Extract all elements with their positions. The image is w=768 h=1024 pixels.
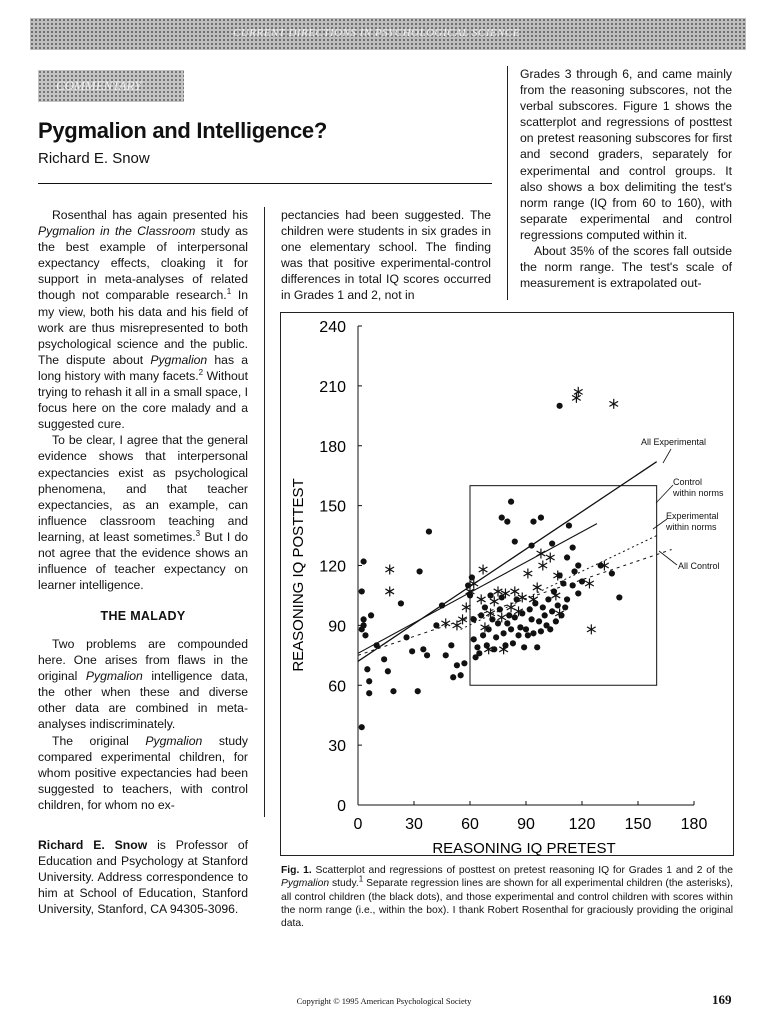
experimental-point xyxy=(574,387,583,397)
control-point xyxy=(385,668,391,674)
y-tick-label: 30 xyxy=(328,738,346,756)
control-point xyxy=(609,570,615,576)
control-point xyxy=(476,650,482,656)
leader-all-experimental xyxy=(663,449,671,463)
control-point xyxy=(570,544,576,550)
control-point xyxy=(491,646,497,652)
control-point xyxy=(542,612,548,618)
control-point xyxy=(506,612,512,618)
author-bio: Richard E. Snow is Professor of Education and Psychology at Stanford University. Address correspondence to him at School of Education, Stanford University, Stanford, CA 94305-3096. xyxy=(38,838,248,917)
x-tick-label: 150 xyxy=(624,816,652,833)
y-tick-label: 240 xyxy=(319,319,346,336)
paragraph: pectancies had been suggested. The children were students in six grades in one elementary school. The finding was that positive experimental-control differences in total IQ scores occurred in Grades 1 and 2, not in xyxy=(281,208,491,303)
control-point xyxy=(566,522,572,528)
regression-all-experimental xyxy=(358,462,657,662)
experimental-point xyxy=(385,564,394,574)
y-tick-label: 120 xyxy=(319,558,346,576)
leader-experimental-within-norms xyxy=(653,519,667,529)
control-point xyxy=(538,628,544,634)
page-number: 169 xyxy=(712,992,732,1007)
control-point xyxy=(368,612,374,618)
control-point xyxy=(515,632,521,638)
column-divider-right xyxy=(507,66,508,300)
paragraph: About 35% of the scores fall outside the norm range. The test's scale of measurement is extrapolated out- xyxy=(520,244,732,291)
experimental-point xyxy=(453,620,462,630)
author-bio-name: Richard E. Snow xyxy=(38,838,148,852)
control-point xyxy=(512,614,518,620)
control-point xyxy=(487,592,493,598)
paragraph: The original Pygmalion study compared experimental children, for whom positive expectancies had been suggested to teachers, with control children, for whom no ex- xyxy=(38,733,248,812)
experimental-point xyxy=(507,602,516,612)
control-point xyxy=(362,632,368,638)
x-tick-label: 60 xyxy=(461,816,479,833)
control-point xyxy=(570,582,576,588)
annotation-experimental-within-norms: Experimental within norms xyxy=(666,511,719,532)
x-tick-label: 0 xyxy=(353,816,363,833)
control-point xyxy=(443,652,449,658)
control-point xyxy=(433,622,439,628)
control-point xyxy=(361,622,367,628)
control-point xyxy=(579,578,585,584)
control-point xyxy=(364,666,370,672)
control-point xyxy=(521,644,527,650)
control-point xyxy=(398,600,404,606)
article-title: Pygmalion and Intelligence? xyxy=(38,118,327,143)
article-author: Richard E. Snow xyxy=(38,150,150,167)
control-point xyxy=(493,634,499,640)
leader-control-within-norms xyxy=(656,485,673,503)
column-1-text xyxy=(38,207,248,593)
control-point xyxy=(359,724,365,730)
y-axis-label: REASONING IQ POSTTEST xyxy=(290,478,307,672)
title-rule xyxy=(38,183,492,184)
control-point xyxy=(616,594,622,600)
control-point xyxy=(562,604,568,610)
paragraph: Two problems are compounded here. One arises from flaws in the original Pygmalion intelligence data, the other when these and diverse other data are combined in meta-analyses indiscriminately. xyxy=(38,637,249,732)
control-point xyxy=(448,642,454,648)
control-point xyxy=(560,580,566,586)
y-tick-label: 60 xyxy=(328,678,346,696)
control-point xyxy=(390,688,396,694)
experimental-point xyxy=(441,618,450,628)
control-point xyxy=(527,606,533,612)
control-point xyxy=(536,618,542,624)
control-point xyxy=(510,640,516,646)
journal-banner xyxy=(30,18,746,50)
copyright-footer: Copyright © 1995 American Psychological Society xyxy=(296,996,472,1006)
experimental-point xyxy=(477,594,486,604)
x-tick-label: 180 xyxy=(680,816,708,833)
control-point xyxy=(450,674,456,680)
section-tag-text: COMMENTARY xyxy=(56,78,142,93)
paragraph: To be clear, I agree that the general evidence shows that interpersonal expectancies exist as psychological phenomena, and that teacher expectancies, as an example, can influence classroom teaching and learning, at least sometimes.$^3$ But I do not agree that the evidence shows an influence of teacher expectancy on learner intelligence. xyxy=(38,433,248,593)
control-point xyxy=(512,538,518,544)
control-point xyxy=(415,688,421,694)
control-point xyxy=(454,662,460,668)
control-point xyxy=(549,540,555,546)
y-tick-label: 0 xyxy=(337,798,346,815)
control-point xyxy=(426,528,432,534)
control-point xyxy=(471,636,477,642)
control-point xyxy=(553,618,559,624)
experimental-point xyxy=(546,553,555,563)
paragraph: Rosenthal has again presented his Pygmalion in the Classroom study as the best example of interpersonal expectancy effects, cloaking it for support in meta-analyses of related though not comparable research.$^1$ In my view, both his data and his field of work are thus misrepresented to both psychological science and the public. The dispute about Pygmalion has a long history with many facets.$^2$ Without trying to rehash it all in a small space, I focus here on the core malady and a suggested cure. xyxy=(38,208,248,432)
y-tick-label: 180 xyxy=(319,438,346,456)
control-point xyxy=(508,626,514,632)
figure-caption: Fig. 1. Scatterplot and regressions of posttest on pretest reasoning IQ for Grades 1 and 2 of the Pygmalion study.$^1$ Separate regression lines are shown for all experimental children (the asterisks), all control children (the black dots), and those experimental and control children with scores within the norm range (i.e., within the box). I thank Robert Rosenthal for graciously providing the original data. xyxy=(281,865,734,930)
control-point xyxy=(471,616,477,622)
control-point xyxy=(557,572,563,578)
control-point xyxy=(529,616,535,622)
control-point xyxy=(461,660,467,666)
control-point xyxy=(502,642,508,648)
control-point xyxy=(499,515,505,521)
control-point xyxy=(598,562,604,568)
control-point xyxy=(530,518,536,524)
experimental-point xyxy=(479,564,488,574)
control-point xyxy=(575,562,581,568)
control-point xyxy=(484,642,490,648)
leader-all-control xyxy=(659,551,677,565)
x-axis-label: REASONING IQ PRETEST xyxy=(432,840,616,857)
paragraph: Grades 3 through 6, and came mainly from the reasoning subscores, not the verbal subscores. Figure 1 shows the scatterplot and regressions of posttest on pretest reasoning subscores for first and second graders, separately for experimental and control groups. It also shows a box delimiting the test's norm range (IQ from 60 to 160), with separate experimental and control regressions computed within it. xyxy=(520,67,732,242)
experimental-point xyxy=(510,586,519,596)
control-point xyxy=(361,558,367,564)
control-point xyxy=(361,616,367,622)
control-point xyxy=(557,403,563,409)
control-point xyxy=(564,596,570,602)
experimental-point xyxy=(587,624,596,634)
control-point xyxy=(538,515,544,521)
column-2-text xyxy=(281,207,491,304)
control-point xyxy=(482,604,488,610)
control-point xyxy=(467,592,473,598)
control-point xyxy=(458,672,464,678)
control-point xyxy=(555,602,561,608)
y-tick-label: 90 xyxy=(328,618,346,636)
x-tick-label: 90 xyxy=(517,816,535,833)
journal-banner-text: CURRENT DIRECTIONS IN PSYCHOLOGICAL SCIENCE xyxy=(233,27,520,39)
experimental-point xyxy=(585,578,594,588)
experimental-point xyxy=(609,399,618,409)
figure-1 xyxy=(280,312,734,856)
control-point xyxy=(545,596,551,602)
y-tick-label: 150 xyxy=(319,498,346,516)
scatterplot xyxy=(281,313,735,857)
control-point xyxy=(514,596,520,602)
control-point xyxy=(523,626,529,632)
experimental-point xyxy=(537,549,546,559)
y-tick-label: 210 xyxy=(319,378,346,396)
column-3-text xyxy=(520,66,732,291)
x-tick-label: 120 xyxy=(568,816,596,833)
control-point xyxy=(532,600,538,606)
control-point xyxy=(366,678,372,684)
control-point xyxy=(359,588,365,594)
control-point xyxy=(497,606,503,612)
control-point xyxy=(504,518,510,524)
control-point xyxy=(417,568,423,574)
control-point xyxy=(478,612,484,618)
control-point xyxy=(575,590,581,596)
control-point xyxy=(501,630,507,636)
control-point xyxy=(465,582,471,588)
control-point xyxy=(558,612,564,618)
control-point xyxy=(403,634,409,640)
experimental-point xyxy=(462,602,471,612)
control-point xyxy=(547,626,553,632)
control-point xyxy=(499,594,505,600)
regression-control-within-norms xyxy=(358,524,597,654)
control-point xyxy=(374,642,380,648)
column-1-text-lower xyxy=(38,636,248,813)
experimental-point xyxy=(524,568,533,578)
control-point xyxy=(551,588,557,594)
control-point xyxy=(549,608,555,614)
control-point xyxy=(495,620,501,626)
control-point xyxy=(381,656,387,662)
control-point xyxy=(474,644,480,650)
annotation-all-control: All Control xyxy=(678,561,720,571)
control-point xyxy=(525,632,531,638)
experimental-point xyxy=(385,586,394,596)
control-point xyxy=(529,542,535,548)
x-tick-label: 30 xyxy=(405,816,423,833)
control-point xyxy=(530,630,536,636)
control-point xyxy=(366,690,372,696)
column-divider-left xyxy=(264,207,265,817)
control-point xyxy=(409,648,415,654)
control-point xyxy=(469,574,475,580)
experimental-point xyxy=(533,582,542,592)
control-point xyxy=(564,554,570,560)
control-point xyxy=(439,602,445,608)
section-heading: THE MALADY xyxy=(100,609,186,623)
experimental-point xyxy=(538,561,547,571)
control-point xyxy=(480,632,486,638)
control-point xyxy=(508,499,514,505)
control-point xyxy=(504,620,510,626)
control-point xyxy=(489,616,495,622)
control-point xyxy=(519,610,525,616)
section-tag xyxy=(38,70,184,102)
control-point xyxy=(424,652,430,658)
control-point xyxy=(420,646,426,652)
control-point xyxy=(571,568,577,574)
control-point xyxy=(486,626,492,632)
control-point xyxy=(534,644,540,650)
experimental-point xyxy=(572,393,581,403)
annotation-control-within-norms: Control within norms xyxy=(673,477,724,498)
control-point xyxy=(540,604,546,610)
annotation-all-experimental: All Experimental xyxy=(641,437,707,447)
control-point xyxy=(517,624,523,630)
